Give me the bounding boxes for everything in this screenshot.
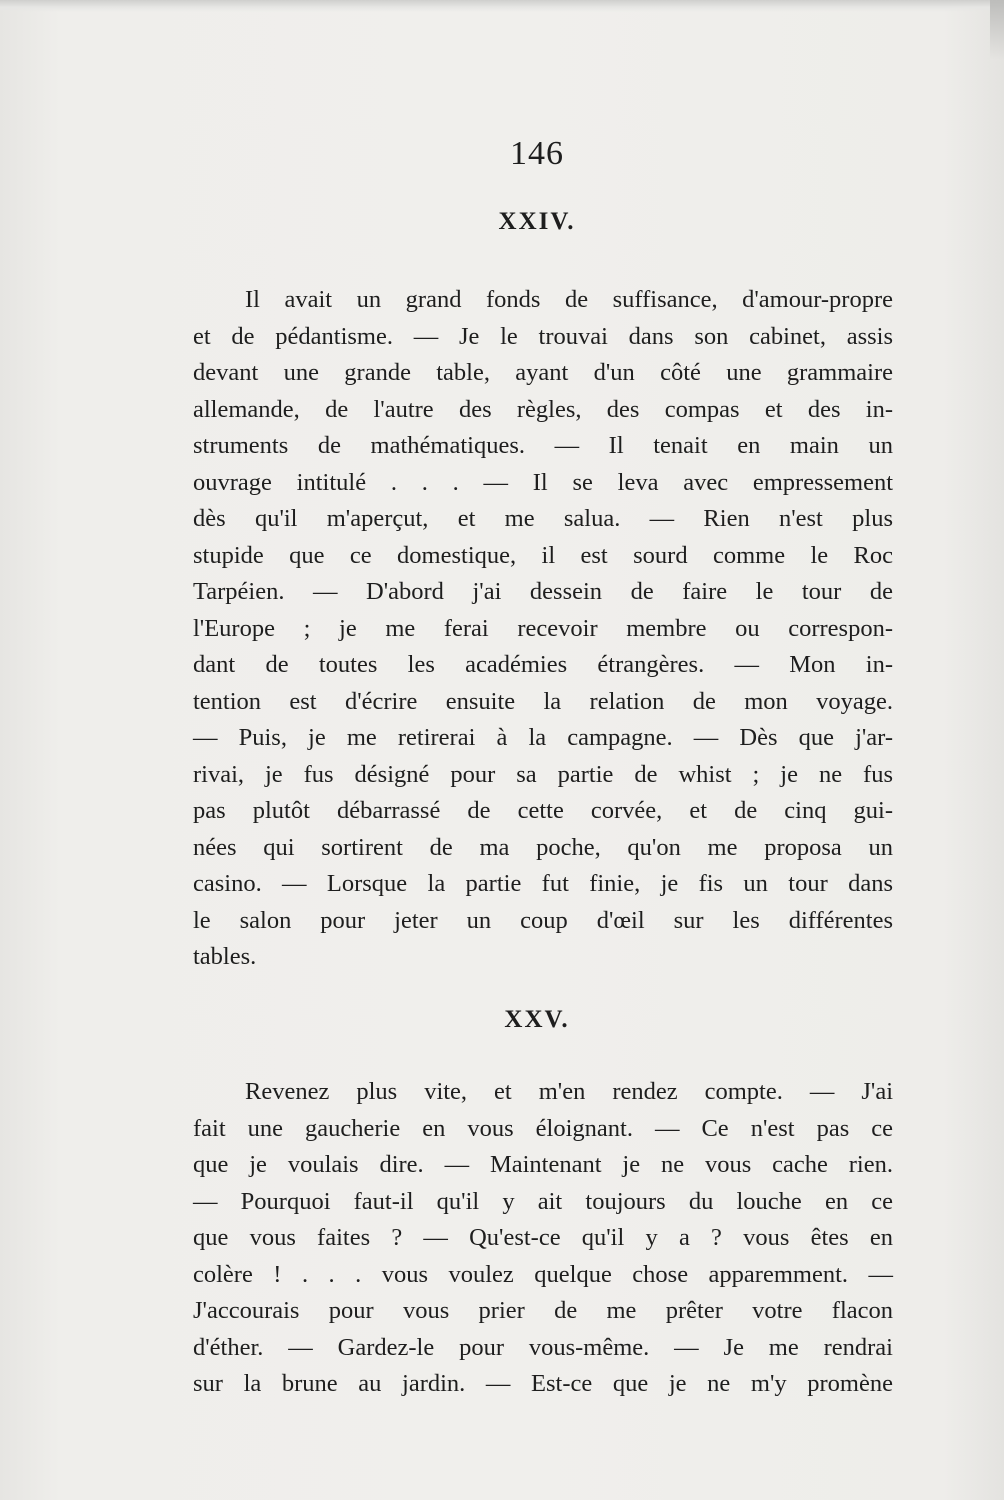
text-line: Tarpéien. — D'abord j'ai dessein de faire le tour de [193,578,893,605]
text-line: sur la brune au jardin. — Est-ce que je ne m'y promène [193,1370,893,1397]
page-corner-shadow [990,0,1004,60]
section-heading-xxv: XXV. [504,1006,570,1033]
text-line: rivai, je fus désigné pour sa partie de whist ; je ne fus [193,760,893,788]
text-line: pas plutôt débarrassé de cette corvée, et de cinq gui- [193,797,893,824]
text-line: que je voulais dire. — Maintenant je ne vous cache rien. [193,1151,893,1178]
text-line: ouvrage intitulé . . . — Il se leva avec empressement [193,468,893,496]
text-line: dant de toutes les académies étrangères. — Mon in- [193,651,893,678]
text-line: et de pédantisme. — Je le trouvai dans son cabinet, assis [193,322,893,350]
text-line: Il avait un grand fonds de suffisance, d'amour-propre [245,286,893,313]
text-line: l'Europe ; je me ferai recevoir membre ou correspon- [193,614,893,642]
text-line: stupide que ce domestique, il est sourd comme le Roc [193,541,893,569]
page-number: 146 [510,135,564,172]
section-xxiv-text [193,282,893,976]
text-line: colère ! . . . vous voulez quelque chose apparemment. — [193,1260,893,1288]
section-heading-xxiv: XXIV. [498,208,576,235]
text-line: J'accourais pour vous prier de me prêter votre flacon [193,1297,893,1324]
text-line: — Puis, je me retirerai à la campagne. — Dès que j'ar- [193,724,893,751]
text-line: devant une grande table, ayant d'un côté une grammaire [193,359,893,386]
text-line: — Pourquoi faut-il qu'il y ait toujours du louche en ce [193,1187,893,1215]
text-line: struments de mathématiques. — Il tenait en main un [193,432,893,459]
text-line: tention est d'écrire ensuite la relation de mon voyage. [193,687,893,715]
text-line: le salon pour jeter un coup d'œil sur les différentes [193,906,893,934]
text-line: allemande, de l'autre des règles, des compas et des in- [193,395,893,423]
text-line: casino. — Lorsque la partie fut finie, je fis un tour dans [193,870,893,897]
text-line: d'éther. — Gardez-le pour vous-même. — Je me rendrai [193,1333,893,1361]
text-line: tables. [193,943,257,970]
text-line: que vous faites ? — Qu'est-ce qu'il y a ? vous êtes en [193,1224,893,1251]
text-line: nées qui sortirent de ma poche, qu'on me proposa un [193,833,893,861]
text-line: dès qu'il m'aperçut, et me salua. — Rien n'est plus [193,505,893,532]
text-line: Revenez plus vite, et m'en rendez compte. — J'ai [245,1078,893,1105]
page-top-edge [0,0,1004,12]
text-line: fait une gaucherie en vous éloignant. — Ce n'est pas ce [193,1114,893,1142]
section-xxv-text [193,1074,893,1403]
